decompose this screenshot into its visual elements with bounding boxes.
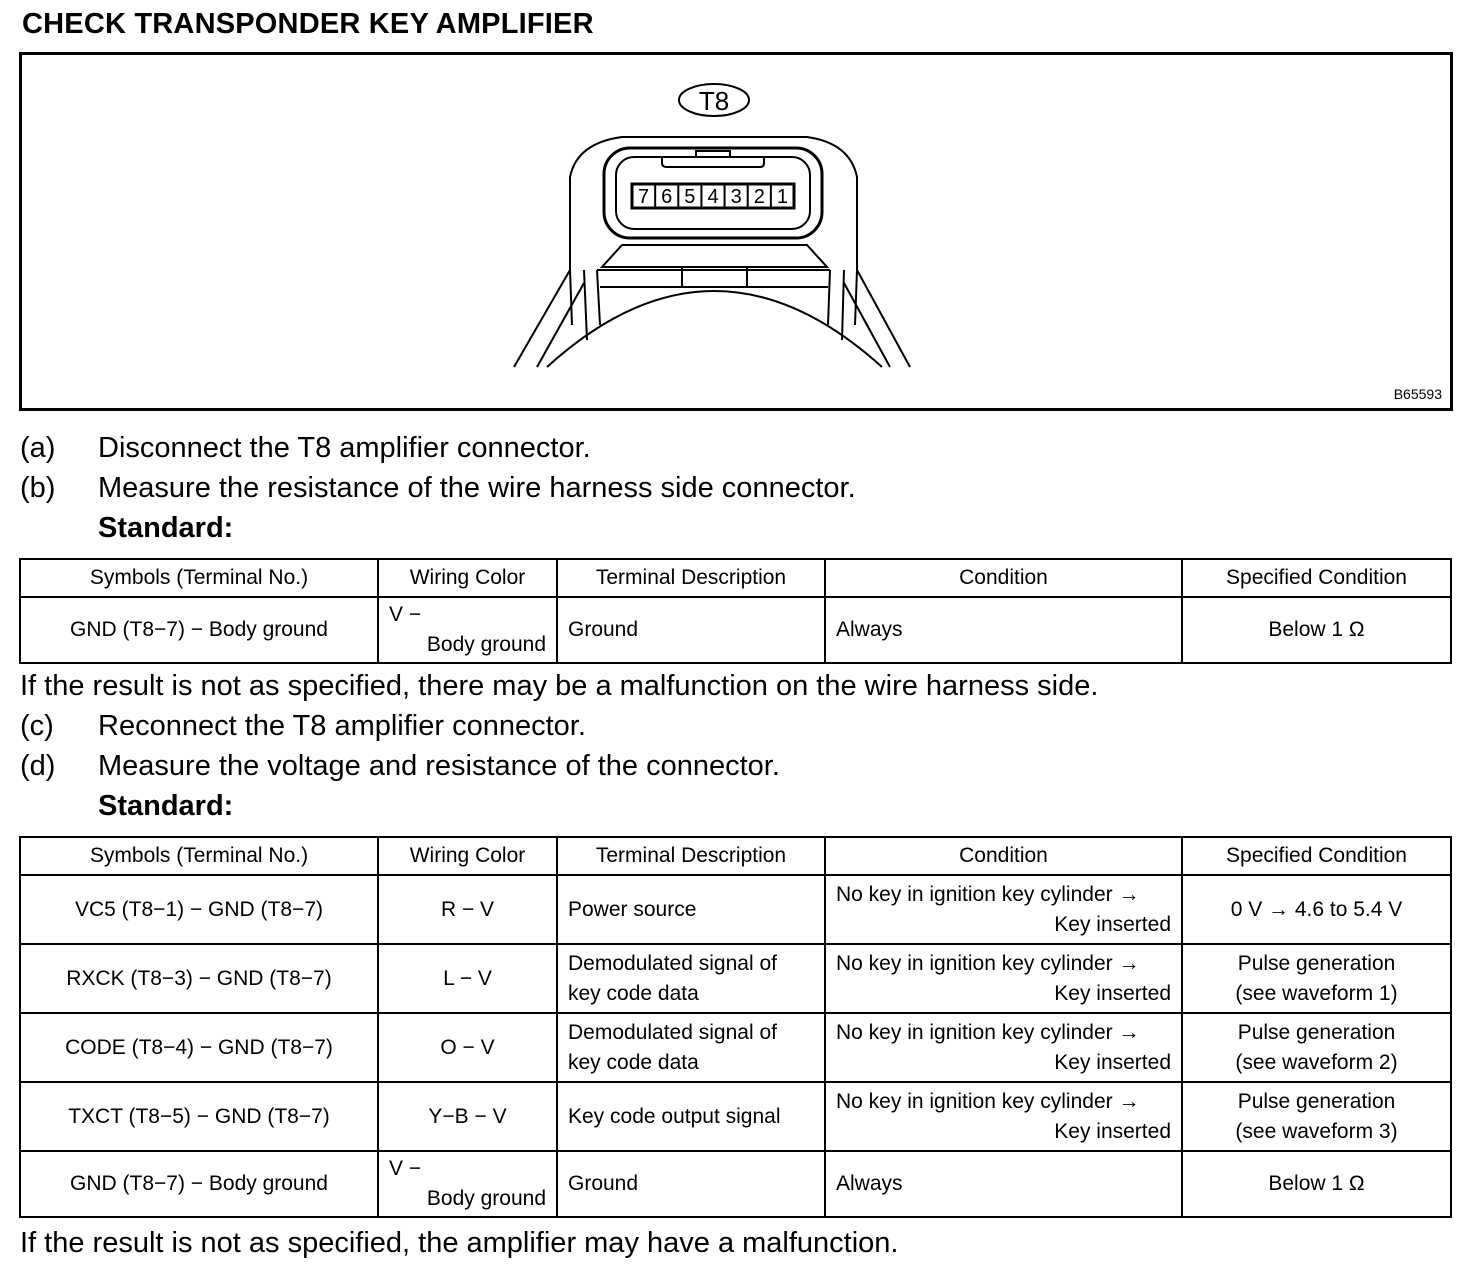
cell-symbol: RXCK (T8−3) − GND (T8−7) bbox=[20, 944, 378, 1013]
spec-table-1 bbox=[19, 558, 1452, 664]
cell-spec: Pulse generation (see waveform 1) bbox=[1182, 944, 1451, 1013]
step-d bbox=[20, 750, 780, 783]
cell-description: Demodulated signal of key code data bbox=[557, 1013, 825, 1082]
table-row bbox=[20, 1013, 1451, 1082]
table-header-row bbox=[20, 837, 1451, 875]
step-label: (a) bbox=[20, 432, 56, 464]
step-text: Reconnect the T8 amplifier connector. bbox=[98, 710, 586, 742]
cell-wiring-color: L − V bbox=[378, 944, 557, 1013]
pin-2-label: 2 bbox=[753, 186, 765, 208]
pin-7-label: 7 bbox=[638, 186, 650, 208]
header-wiring-color: Wiring Color bbox=[378, 837, 557, 875]
cell-wiring-color: Y−B − V bbox=[378, 1082, 557, 1151]
pin-labels bbox=[638, 184, 788, 208]
connector-drawing bbox=[22, 55, 1450, 408]
cell-description: Ground bbox=[557, 1151, 825, 1217]
cell-condition: No key in ignition key cylinder → Key inserted bbox=[825, 875, 1182, 944]
step-label: (b) bbox=[20, 472, 56, 504]
figure-code: B65593 bbox=[1393, 386, 1442, 402]
note-1: If the result is not as specified, there may be a malfunction on the wire harness side. bbox=[20, 670, 1099, 702]
cell-description: Key code output signal bbox=[557, 1082, 825, 1151]
cell-spec: Below 1 Ω bbox=[1182, 597, 1451, 663]
table-header-row bbox=[20, 559, 1451, 597]
pin-1-label: 1 bbox=[776, 186, 788, 208]
cell-wiring-color: V − Body ground bbox=[378, 597, 557, 663]
step-text: Disconnect the T8 amplifier connector. bbox=[98, 432, 591, 464]
cell-spec: Pulse generation (see waveform 2) bbox=[1182, 1013, 1451, 1082]
header-symbols: Symbols (Terminal No.) bbox=[20, 837, 378, 875]
cell-symbol: GND (T8−7) − Body ground bbox=[20, 597, 378, 663]
cell-wiring-color: V − Body ground bbox=[378, 1151, 557, 1217]
cell-wiring-color: O − V bbox=[378, 1013, 557, 1082]
header-condition: Condition bbox=[825, 559, 1182, 597]
header-terminal-description: Terminal Description bbox=[557, 837, 825, 875]
table-row bbox=[20, 1082, 1451, 1151]
header-terminal-description: Terminal Description bbox=[557, 559, 825, 597]
cell-condition: Always bbox=[825, 597, 1182, 663]
cell-description: Power source bbox=[557, 875, 825, 944]
cell-description: Demodulated signal of key code data bbox=[557, 944, 825, 1013]
table-row bbox=[20, 944, 1451, 1013]
cell-symbol: VC5 (T8−1) − GND (T8−7) bbox=[20, 875, 378, 944]
step-b bbox=[20, 472, 856, 505]
table-row bbox=[20, 1151, 1451, 1217]
pin-6-label: 6 bbox=[661, 186, 673, 208]
cell-condition: Always bbox=[825, 1151, 1182, 1217]
cell-condition: No key in ignition key cylinder → Key inserted bbox=[825, 1013, 1182, 1082]
step-text: Measure the voltage and resistance of the connector. bbox=[98, 750, 780, 782]
step-label: (d) bbox=[20, 750, 56, 782]
header-symbols: Symbols (Terminal No.) bbox=[20, 559, 378, 597]
cell-spec: Below 1 Ω bbox=[1182, 1151, 1451, 1217]
pin-4-label: 4 bbox=[707, 186, 719, 208]
cell-condition: No key in ignition key cylinder → Key inserted bbox=[825, 1082, 1182, 1151]
step-label: (c) bbox=[20, 710, 54, 742]
pin-5-label: 5 bbox=[684, 186, 696, 208]
table-row bbox=[20, 597, 1451, 663]
cell-spec: 0 V → 4.6 to 5.4 V bbox=[1182, 875, 1451, 944]
header-condition: Condition bbox=[825, 837, 1182, 875]
table-row bbox=[20, 875, 1451, 944]
cell-wiring-color: R − V bbox=[378, 875, 557, 944]
connector-label: T8 bbox=[698, 86, 730, 116]
note-2: If the result is not as specified, the amplifier may have a malfunction. bbox=[20, 1227, 899, 1259]
page-title: CHECK TRANSPONDER KEY AMPLIFIER bbox=[22, 8, 594, 40]
cell-symbol: CODE (T8−4) − GND (T8−7) bbox=[20, 1013, 378, 1082]
cell-symbol: GND (T8−7) − Body ground bbox=[20, 1151, 378, 1217]
standard-label-2: Standard: bbox=[98, 790, 234, 822]
header-specified-condition: Specified Condition bbox=[1182, 559, 1451, 597]
step-c bbox=[20, 710, 586, 743]
connector-figure bbox=[19, 52, 1453, 411]
standard-label-1: Standard: bbox=[98, 512, 234, 544]
cell-description: Ground bbox=[557, 597, 825, 663]
spec-table-2 bbox=[19, 836, 1452, 1218]
header-specified-condition: Specified Condition bbox=[1182, 837, 1451, 875]
cell-spec: Pulse generation (see waveform 3) bbox=[1182, 1082, 1451, 1151]
pin-3-label: 3 bbox=[730, 186, 742, 208]
cell-condition: No key in ignition key cylinder → Key inserted bbox=[825, 944, 1182, 1013]
cell-symbol: TXCT (T8−5) − GND (T8−7) bbox=[20, 1082, 378, 1151]
header-wiring-color: Wiring Color bbox=[378, 559, 557, 597]
step-a bbox=[20, 432, 591, 465]
step-text: Measure the resistance of the wire harness side connector. bbox=[98, 472, 856, 504]
